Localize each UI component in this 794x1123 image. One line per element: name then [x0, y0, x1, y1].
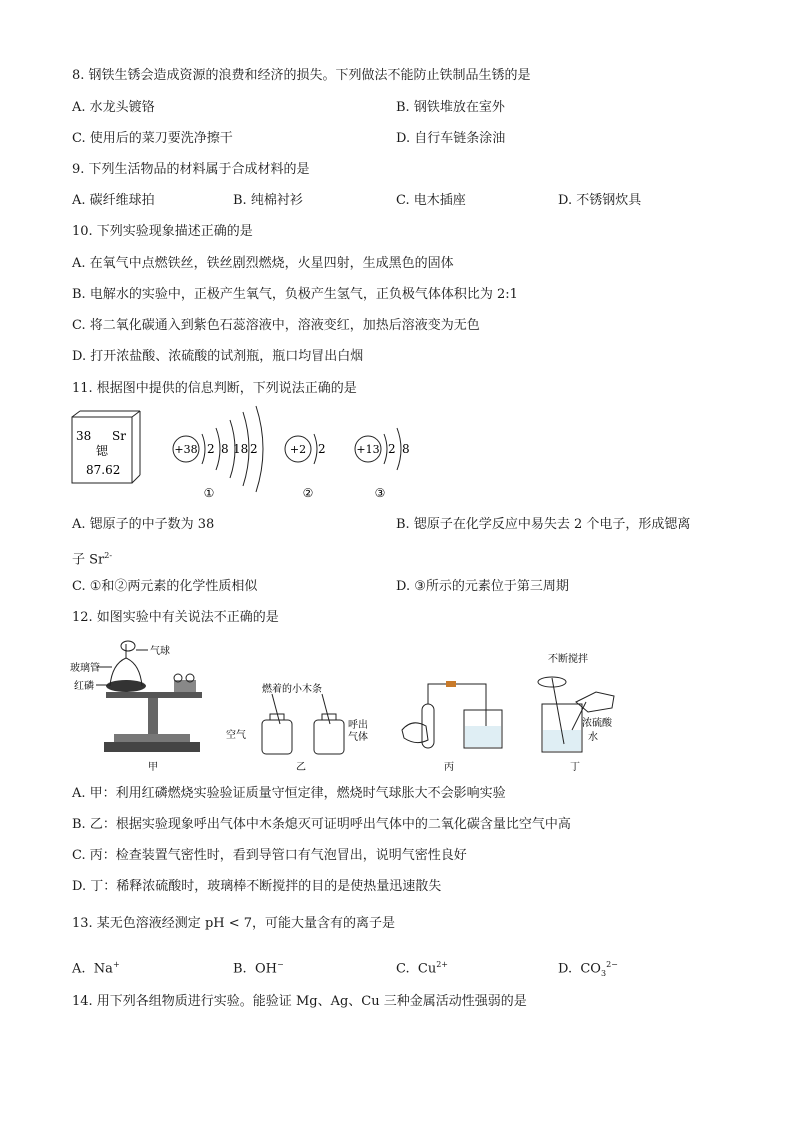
apparatus-ding [538, 652, 614, 773]
atom-1-structure [173, 406, 263, 500]
q12-option-c: C. 丙：检查装置气密性时，看到导管口有气泡冒出，说明气密性良好 [72, 848, 467, 863]
q13-option-a: A. Na+ [72, 960, 120, 977]
label-acid: 浓硫酸 [582, 718, 612, 729]
q11-option-c: C. ①和②两元素的化学性质相似 [72, 579, 258, 594]
label-yi: 乙 [296, 762, 306, 773]
label-air: 空气 [226, 730, 246, 741]
q9-option-d: D. 不锈钢炊具 [558, 193, 642, 208]
q9-option-b: B. 纯棉衬衫 [233, 193, 303, 208]
q10-option-d: D. 打开浓盐酸、浓硫酸的试剂瓶，瓶口均冒出白烟 [72, 349, 364, 364]
q8-stem: 8. 钢铁生锈会造成资源的浪费和经济的损失。下列做法不能防止铁制品生锈的是 [72, 68, 531, 83]
element-symbol: Sr [112, 429, 126, 443]
q8-option-d: D. 自行车链条涂油 [396, 131, 506, 146]
q12-option-a: A. 甲：利用红磷燃烧实验验证质量守恒定律，燃烧时气球胀大不会影响实验 [72, 786, 506, 801]
atom-3-structure [355, 428, 410, 500]
label-exhaled-gas: 气体 [348, 732, 368, 743]
atom-1-shell-5: 2 [250, 442, 258, 456]
q12-option-d: D. 丁：稀释浓硫酸时，玻璃棒不断搅拌的目的是使热量迅速散失 [72, 879, 442, 894]
atom-1-label: ① [203, 486, 215, 500]
q10-option-a: A. 在氧气中点燃铁丝，铁丝剧烈燃烧，火星四射，生成黑色的固体 [72, 256, 454, 271]
label-water: 水 [588, 732, 598, 743]
q13-option-d: D. $CO_3^{2-}$ [558, 960, 618, 978]
q10-stem: 10. 下列实验现象描述正确的是 [72, 224, 253, 239]
atom-3-label: ③ [374, 486, 386, 500]
label-glass-tube: 玻璃管 [70, 663, 100, 674]
label-red-phosphorus: 红磷 [74, 681, 94, 692]
atom-2-structure [285, 434, 326, 500]
atom-1-nucleus: +38 [174, 443, 198, 456]
q14-stem: 14. 用下列各组物质进行实验。能验证 Mg、Ag、Cu 三种金属活动性强弱的是 [72, 994, 527, 1009]
atomic-structure-figure [66, 404, 426, 504]
q8-option-b: B. 钢铁堆放在室外 [396, 100, 505, 115]
label-jia: 甲 [148, 762, 158, 773]
label-bing: 丙 [444, 762, 454, 773]
q8-option-a: A. 水龙头镀铬 [72, 100, 155, 115]
atom-2-shell-1: 2 [318, 442, 326, 456]
q9-stem: 9. 下列生活物品的材料属于合成材料的是 [72, 162, 310, 177]
q9-option-c: C. 电木插座 [396, 193, 466, 208]
label-ding: 丁 [570, 762, 580, 773]
q12-stem: 12. 如图实验中有关说法不正确的是 [72, 610, 279, 625]
atom-3-shell-1: 2 [388, 442, 396, 456]
apparatus-yi [226, 682, 368, 773]
q8-option-c: C. 使用后的菜刀要洗净擦干 [72, 131, 233, 146]
apparatus-jia [70, 641, 202, 773]
label-balloon: 气球 [150, 646, 170, 657]
atom-1-shell-3: 18 [233, 442, 249, 456]
q11-option-a: A. 锶原子的中子数为 38 [72, 517, 215, 532]
atom-2-nucleus: +2 [289, 443, 307, 456]
atom-1-shell-2: 8 [221, 442, 229, 456]
atom-3-nucleus: +13 [356, 443, 380, 456]
q11-option-b: B. 锶原子在化学反应中易失去 2 个电子，形成锶离 [396, 517, 691, 532]
label-stir: 不断搅拌 [548, 654, 588, 665]
atom-2-label: ② [302, 486, 314, 500]
q13-option-c: C. $Cu^{2+}$ [396, 960, 449, 977]
atom-1-shell-1: 2 [207, 442, 215, 456]
q11-stem: 11. 根据图中提供的信息判断，下列说法正确的是 [72, 381, 357, 396]
label-exhaled: 呼出 [348, 720, 368, 731]
experiment-figure [66, 634, 626, 776]
q12-option-b: B. 乙：根据实验现象呼出气体中木条熄灭可证明呼出气体中的二氧化碳含量比空气中高 [72, 817, 571, 832]
q10-option-c: C. 将二氧化碳通入到紫色石蕊溶液中，溶液变红，加热后溶液变为无色 [72, 318, 480, 333]
q9-option-a: A. 碳纤维球拍 [72, 193, 155, 208]
q11-option-b-continued: 子 $Sr^{2-}$ [72, 551, 113, 568]
element-name: 锶 [96, 444, 109, 458]
q10-option-b: B. 电解水的实验中，正极产生氧气，负极产生氢气，正负极气体体积比为 2:1 [72, 287, 518, 302]
q13-stem: 13. 某无色溶液经测定 pH < 7，可能大量含有的离子是 [72, 916, 396, 931]
atom-3-shell-2: 8 [402, 442, 410, 456]
element-number: 38 [76, 429, 92, 443]
q13-option-b: B. OH− [233, 960, 284, 977]
q11-option-d: D. ③所示的元素位于第三周期 [396, 579, 569, 594]
element-card [72, 411, 140, 483]
label-burning-stick: 燃着的小木条 [262, 684, 322, 695]
apparatus-bing [402, 681, 502, 773]
element-mass: 87.62 [86, 463, 121, 477]
